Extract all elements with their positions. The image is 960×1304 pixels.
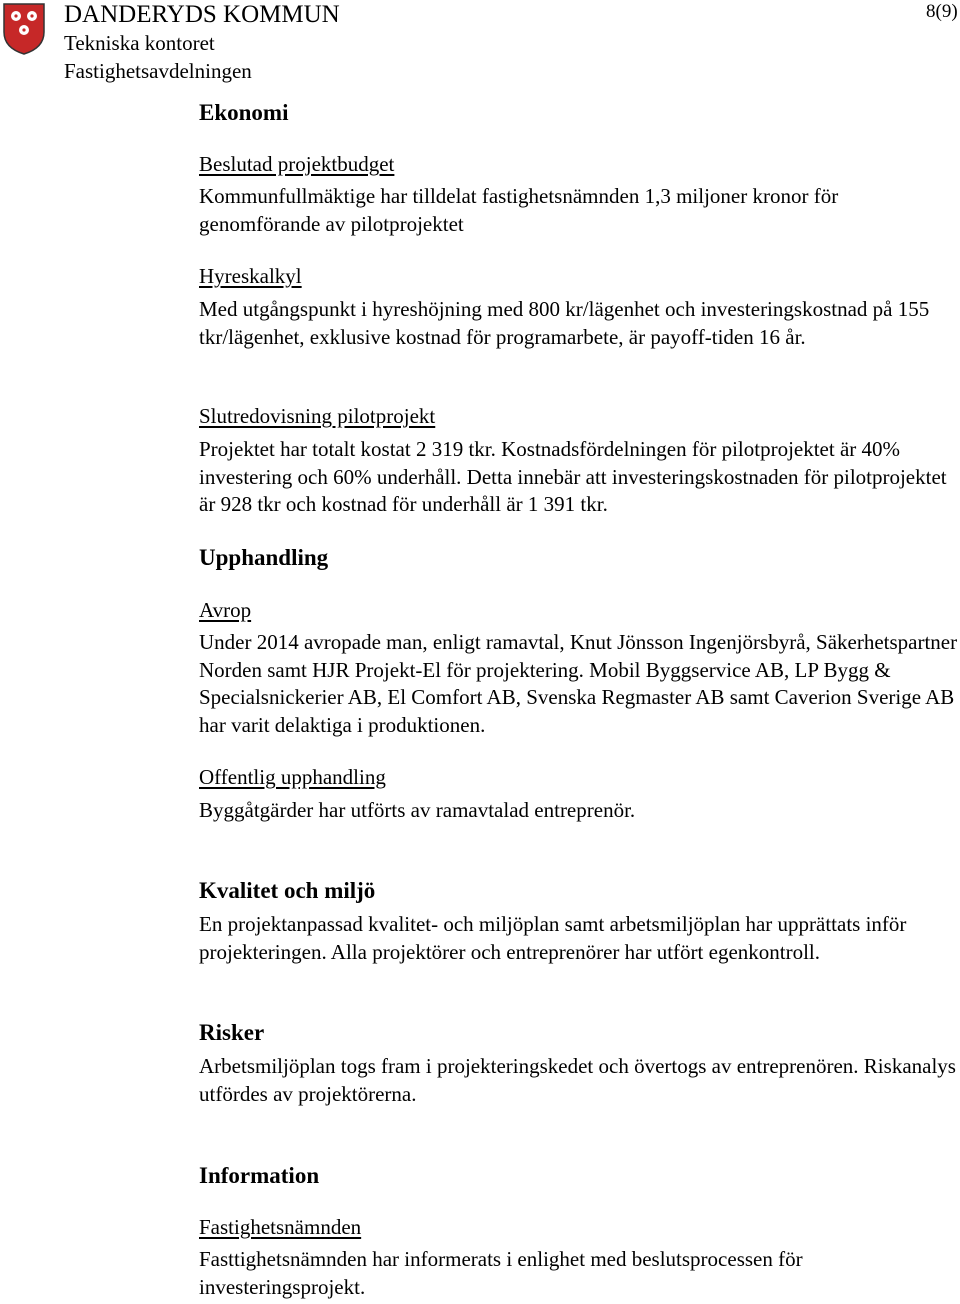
paragraph-avrop: Under 2014 avropade man, enligt ramavtal, Knut Jönsson Ingenjörsbyrå, Säkerhetspartner Norden samt HJR Projekt-El för projektering. Mobil Byggservice AB, LP Bygg & Specialsnickerier AB, El Comfort AB, Svenska Regmaster AB samt Caverion Sverige AB har varit delaktiga i produktionen. <box>199 630 958 737</box>
subheading-hyreskalkyl: Hyreskalkyl <box>199 264 302 288</box>
paragraph-fastighetsnamnden: Fasttighetsnämnden har informerats i enlighet med beslutsprocessen för investeringsprojekt. <box>199 1247 803 1299</box>
subheading-slutredovisning: Slutredovisning pilotprojekt <box>199 404 436 428</box>
paragraph-kvalitet-och-miljo: En projektanpassad kvalitet- och miljöplan samt arbetsmiljöplan har upprättats inför projekteringen. Alla projektörer och entreprenörer har utfört egenkontroll. <box>199 912 907 964</box>
paragraph-risker: Arbetsmiljöplan togs fram i projekteringskedet och övertogs av entreprenören. Riskanalys utfördes av projektörerna. <box>199 1054 956 1106</box>
heading-information: Information <box>199 1163 320 1188</box>
subheading-budget: Beslutad projektbudget <box>199 152 395 176</box>
coat-of-arms-logo <box>2 2 46 56</box>
heading-upphandling: Upphandling <box>199 545 329 570</box>
paragraph-hyreskalkyl: Med utgångspunkt i hyreshöjning med 800 kr/lägenhet och investeringskostnad på 155 tkr/lägenhet, exklusive kostnad för programarbete, är payoff-tiden 16 år. <box>199 297 930 349</box>
department-name: Tekniska kontoret <box>64 31 215 55</box>
paragraph-offentlig-upphandling: Byggåtgärder har utförts av ramavtalad entreprenör. <box>199 798 636 822</box>
org-name: DANDERYDS KOMMUN <box>64 1 340 28</box>
heading-kvalitet-och-miljo: Kvalitet och miljö <box>199 878 376 903</box>
subheading-offentlig-upphandling: Offentlig upphandling <box>199 765 386 789</box>
heading-risker: Risker <box>199 1020 265 1045</box>
page-number: 8(9) <box>926 1 958 22</box>
heading-ekonomi: Ekonomi <box>199 100 289 125</box>
paragraph-budget: Kommunfullmäktige har tilldelat fastighetsnämnden 1,3 miljoner kronor för genomförande av pilotprojektet <box>199 184 839 236</box>
subheading-avrop: Avrop <box>199 598 252 622</box>
subheading-fastighetsnamnden: Fastighetsnämnden <box>199 1215 362 1239</box>
paragraph-slutredovisning: Projektet har totalt kostat 2 319 tkr. Kostnadsfördelningen för pilotprojektet är 40% investering och 60% underhåll. Detta innebär att investeringskostnaden för pilotprojektet är 928 tkr och kostnad för underhåll är 1 391 tkr. <box>199 437 947 516</box>
unit-name: Fastighetsavdelningen <box>64 59 252 83</box>
